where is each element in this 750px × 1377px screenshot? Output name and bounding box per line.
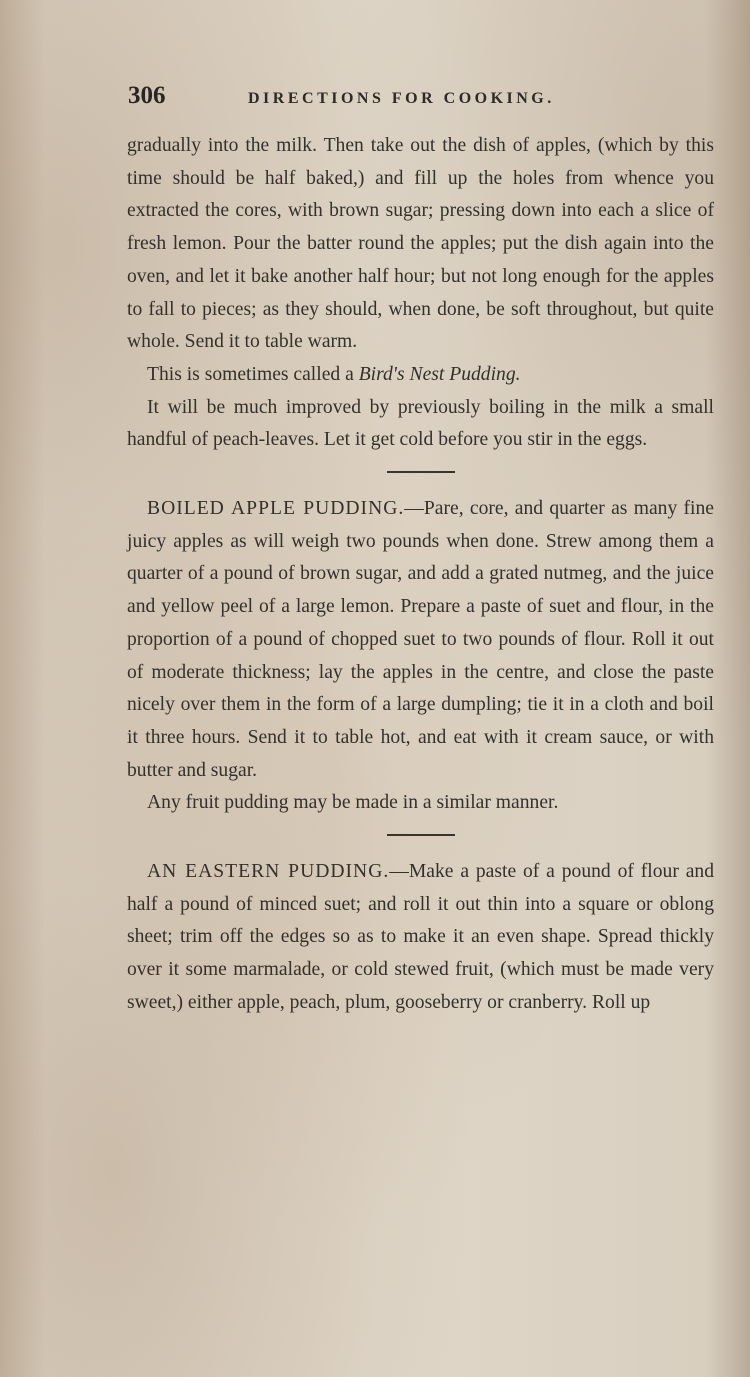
paragraph-any-fruit-pudding: Any fruit pudding may be made in a similar manner. [147,792,559,814]
running-head: DIRECTIONS FOR COOKING. [248,90,555,107]
recipe-heading-boiled-apple-pudding: BOILED APPLE PUDDING. [147,498,405,520]
paragraph-eastern-pudding [127,856,714,1020]
birds-nest-prefix: This is sometimes called a [147,363,359,385]
page-header [128,82,598,112]
paragraph-apple-batter-continued: gradually into the milk. Then take out the dish of apples, (which by this time should be half baked,) and fill up the holes from whence you extracted the cores, with brown sugar; pressing down into each a slice of fresh lemon. Pour the batter round the apples; put the dish again into the oven, and let it bake another half hour; but not long enough for the apples to fall to pieces; as they should, when done, be soft throughout, but quite whole. Send it to table warm. [127,135,714,353]
page-number: 306 [128,82,166,109]
paragraph-birds-nest [127,359,714,392]
boiled-apple-pudding-text: —Pare, core, and quarter as many fine juicy apples as will weigh two pounds when done. Strew among them a quarter of a pound of brown sugar, and add a grated nutmeg, and the juice and yellow peel of a large lemon. Prepare a paste of suet and flour, in the proportion of a pound of chopped suet to two pounds of flour. Roll it out of moderate thickness; lay the apples in the centre, and close the paste nicely over them in the form of a large dumpling; tie it in a cloth and boil it three hours. Send it to table hot, and eat with it cream sauce, or with butter and sugar. [127,498,714,781]
paragraph-boiled-apple-pudding [127,493,714,787]
birds-nest-name: Bird's Nest Pudding. [358,363,521,385]
section-divider [387,471,455,473]
section-divider [387,834,455,836]
recipe-heading-eastern-pudding: AN EASTERN PUDDING. [147,861,390,883]
eastern-pudding-text: —Make a paste of a pound of flour and half a pound of minced suet; and roll it out thin into a square or oblong sheet; trim off the edges so as to make it an even shape. Spread thickly over it some marmalade, or cold stewed fruit, (which must be made very sweet,) either apple, peach, plum, gooseberry or cranberry. Roll up [127,861,714,1013]
page-body [127,130,714,1020]
paragraph-peach-leaves: It will be much improved by previously boiling in the milk a small handful of peach-leaves. Let it get cold before you stir in the eggs. [127,396,714,451]
